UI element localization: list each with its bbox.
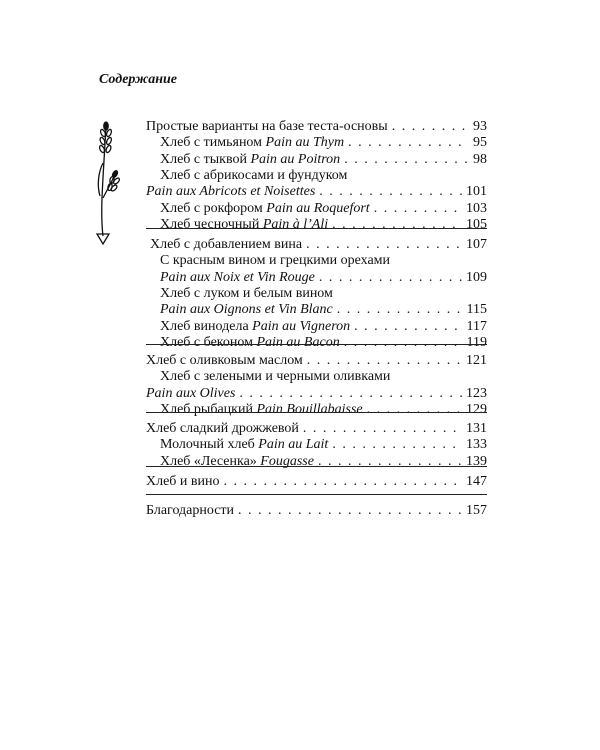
dot-leader — [332, 216, 462, 233]
toc-entry — [160, 453, 487, 470]
toc-entry — [160, 368, 390, 385]
toc-page-number: 115 — [466, 302, 487, 318]
toc-page-number: 157 — [466, 503, 487, 518]
toc-entry — [146, 352, 487, 369]
toc-entry — [160, 318, 487, 335]
toc-entry-text: Хлеб с добавлением вина — [150, 237, 303, 252]
toc-entry-title — [160, 318, 350, 335]
toc-entry-text: Хлеб с абрикосами и фундуком — [160, 167, 348, 183]
toc-entry — [160, 151, 487, 168]
dot-leader — [319, 183, 462, 200]
toc-entry-french-title: Pain au Bacon — [256, 334, 340, 350]
dot-leader — [392, 118, 469, 135]
toc-page-number: 147 — [466, 474, 487, 489]
toc-page-number: 139 — [466, 453, 487, 469]
toc-page-number: 103 — [466, 200, 487, 216]
toc-entry-french-title: Pain aux Olives — [146, 385, 236, 401]
dot-leader — [238, 502, 462, 519]
toc-entry — [160, 301, 487, 318]
dot-leader — [318, 453, 462, 470]
toc-entry — [160, 334, 487, 351]
toc-entry — [160, 134, 487, 151]
toc-entry-title — [160, 200, 370, 217]
toc-entry-title — [160, 286, 333, 301]
toc-page-number: 119 — [466, 334, 487, 350]
toc-entry-title — [160, 269, 315, 286]
toc-entry — [146, 385, 487, 402]
toc-heading: Содержание — [99, 72, 177, 87]
dot-leader — [332, 436, 462, 453]
toc-entry-title — [160, 369, 390, 384]
toc-entry-title — [146, 118, 388, 135]
toc-entry-text: Хлеб с тимьяном — [160, 135, 266, 151]
toc-entry — [146, 183, 487, 200]
toc-entry-text: Хлеб с тыквой — [160, 151, 251, 167]
dot-leader — [337, 301, 463, 318]
toc-entry-french-title: Pain au Thym — [265, 135, 345, 151]
toc-entry-title — [160, 253, 390, 268]
toc-entry-title — [146, 385, 235, 402]
toc-page-number: 117 — [466, 318, 487, 334]
toc-entry-french-title: Pain aux Abricots et Noisettes — [146, 184, 316, 200]
toc-entry-text: Хлеб рыбацкий — [160, 401, 257, 417]
toc-entry-title — [160, 401, 363, 418]
toc-entry-title — [150, 236, 302, 253]
toc-page-number: 131 — [466, 421, 487, 436]
toc-entry-title — [146, 502, 234, 519]
dot-leader — [306, 236, 462, 253]
toc-entry — [160, 285, 333, 302]
toc-entry-title — [146, 183, 315, 200]
toc-entry-title — [146, 352, 303, 369]
toc-page-number: 93 — [473, 119, 487, 134]
toc-page-number: 98 — [473, 151, 487, 167]
toc-entry — [160, 269, 487, 286]
dot-leader — [239, 385, 462, 402]
toc-entry-text: Хлеб чесночный — [160, 216, 263, 232]
toc-entry-french-title: Pain au Vigneron — [252, 318, 351, 334]
toc-page-number: 129 — [466, 401, 487, 417]
toc-entry — [150, 236, 487, 253]
toc-entry — [146, 502, 487, 519]
dot-leader — [367, 401, 462, 418]
dot-leader — [348, 134, 469, 151]
dot-leader — [374, 200, 462, 217]
toc-entry-french-title: Pain au Poitron — [250, 151, 341, 167]
toc-entry-text: С красным вином и грецкими орехами — [160, 253, 391, 269]
toc-page-number: 121 — [466, 353, 487, 368]
toc-entry-text: Хлеб «Лесенка» — [160, 453, 261, 469]
section-divider — [146, 466, 487, 467]
toc-entry-text: Хлеб с рокфором — [160, 200, 267, 216]
toc-entry-text: Хлеб и вино — [146, 474, 220, 489]
toc-entry-french-title: Pain Bouillabaisse — [256, 401, 363, 417]
toc-entry-french-title: Pain au Lait — [258, 437, 329, 453]
toc-page-number: 105 — [466, 216, 487, 232]
toc-page-number: 123 — [466, 385, 487, 401]
toc-entry — [160, 216, 487, 233]
toc-entry — [146, 473, 487, 490]
dot-leader — [307, 352, 462, 369]
dot-leader — [303, 420, 462, 437]
toc-entry — [160, 167, 347, 184]
section-divider — [146, 228, 487, 229]
toc-entry-title — [146, 420, 299, 437]
toc-entry-title — [160, 151, 340, 168]
toc-page-number: 107 — [466, 237, 487, 252]
toc-entry-text: Хлеб с луком и белым вином — [160, 285, 333, 301]
dot-leader — [354, 318, 462, 335]
toc-entry-text: Хлеб сладкий дрожжевой — [146, 421, 299, 436]
toc-entry-title — [160, 301, 333, 318]
section-divider — [146, 494, 487, 495]
toc-entry-title — [160, 334, 340, 351]
toc-entry — [160, 401, 487, 418]
dot-leader — [224, 473, 462, 490]
dot-leader — [344, 151, 469, 168]
section-divider — [146, 344, 487, 345]
toc-entry-text: Благодарности — [146, 503, 235, 518]
toc-entry-text: Хлеб с зелеными и черными оливками — [160, 369, 391, 385]
toc-page-number: 109 — [466, 269, 487, 285]
toc-entry — [160, 252, 390, 269]
toc-entry-french-title: Pain au Roquefort — [266, 200, 370, 216]
dot-leader — [319, 269, 462, 286]
toc-entry — [146, 420, 487, 437]
section-divider — [146, 412, 487, 413]
toc-page-number: 101 — [466, 184, 487, 200]
toc-entry — [160, 436, 487, 453]
toc-entry-text: Простые варианты на базе теста-основы — [146, 119, 388, 134]
toc-entry — [160, 200, 487, 217]
toc-entry-french-title: Pain aux Noix et Vin Rouge — [160, 269, 315, 285]
toc-entry-text: Хлеб с беконом — [160, 334, 257, 350]
toc-entry-title — [160, 216, 328, 233]
wheat-ornament-icon — [94, 118, 124, 248]
toc-entry-title — [160, 168, 347, 183]
toc-page-number: 95 — [473, 135, 487, 151]
toc-entry-french-title: Fougasse — [260, 453, 314, 469]
toc-entry — [146, 118, 487, 135]
toc-entry-title — [160, 453, 314, 470]
dot-leader — [344, 334, 463, 351]
toc-page-number: 133 — [466, 437, 487, 453]
toc-entry-title — [146, 473, 220, 490]
toc-entry-text: Хлеб с оливковым маслом — [146, 353, 303, 368]
toc-entry-title — [160, 134, 344, 151]
toc-entry-french-title: Pain aux Oignons et Vin Blanc — [160, 302, 333, 318]
toc-entry-text: Молочный хлеб — [160, 437, 259, 453]
toc-entry-title — [160, 436, 328, 453]
toc-entry-text: Хлеб винодела — [160, 318, 253, 334]
toc-entry-french-title: Pain à l’Ali — [262, 216, 329, 232]
